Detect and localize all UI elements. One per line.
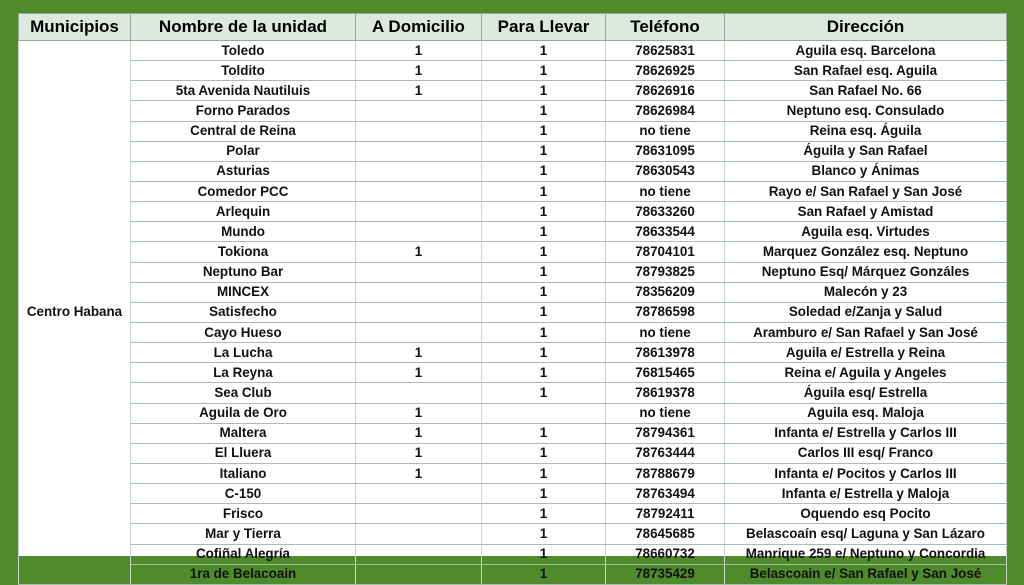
units-table [18, 13, 1007, 585]
llevar-cell: 1 [482, 282, 606, 302]
domicilio-cell [356, 322, 482, 342]
unit-name-cell: Neptuno Bar [131, 262, 356, 282]
llevar-cell: 1 [482, 564, 606, 584]
unit-name-cell: Cofiñal Alegría [131, 544, 356, 564]
unit-name-cell: La Reyna [131, 363, 356, 383]
address-cell: Infanta e/ Estrella y Carlos III [725, 423, 1007, 443]
unit-name-cell: Forno Parados [131, 101, 356, 121]
llevar-cell: 1 [482, 202, 606, 222]
unit-name-cell: Comedor PCC [131, 181, 356, 201]
table-row [19, 101, 1007, 121]
address-cell: Aguila esq. Maloja [725, 403, 1007, 423]
domicilio-cell: 1 [356, 423, 482, 443]
table-row [19, 222, 1007, 242]
unit-name-cell: Satisfecho [131, 302, 356, 322]
phone-cell: no tiene [606, 121, 725, 141]
address-cell: San Rafael No. 66 [725, 81, 1007, 101]
table-row [19, 504, 1007, 524]
address-cell: Reina esq. Águila [725, 121, 1007, 141]
table-row [19, 181, 1007, 201]
phone-cell: 78763444 [606, 443, 725, 463]
domicilio-cell: 1 [356, 242, 482, 262]
phone-cell: 78788679 [606, 463, 725, 483]
llevar-cell: 1 [482, 61, 606, 81]
table-row [19, 202, 1007, 222]
unit-name-cell: Sea Club [131, 383, 356, 403]
phone-cell: 76815465 [606, 363, 725, 383]
phone-cell: 78645685 [606, 524, 725, 544]
phone-cell: no tiene [606, 181, 725, 201]
table-row [19, 322, 1007, 342]
llevar-cell: 1 [482, 463, 606, 483]
llevar-cell: 1 [482, 383, 606, 403]
header-row [19, 14, 1007, 41]
domicilio-cell [356, 222, 482, 242]
unit-name-cell: Tokiona [131, 242, 356, 262]
domicilio-cell [356, 282, 482, 302]
table-row [19, 81, 1007, 101]
llevar-cell: 1 [482, 544, 606, 564]
header-domicilio: A Domicilio [356, 14, 482, 41]
llevar-cell: 1 [482, 504, 606, 524]
phone-cell: 78633544 [606, 222, 725, 242]
llevar-cell: 1 [482, 121, 606, 141]
table-row [19, 443, 1007, 463]
unit-name-cell: Aguila de Oro [131, 403, 356, 423]
header-nombre: Nombre de la unidad [131, 14, 356, 41]
domicilio-cell [356, 383, 482, 403]
address-cell: Infanta e/ Estrella y Maloja [725, 484, 1007, 504]
phone-cell: 78626916 [606, 81, 725, 101]
unit-name-cell: Toledo [131, 41, 356, 61]
unit-name-cell: Cayo Hueso [131, 322, 356, 342]
unit-name-cell: MINCEX [131, 282, 356, 302]
table-body [19, 41, 1007, 585]
phone-cell: 78763494 [606, 484, 725, 504]
llevar-cell: 1 [482, 443, 606, 463]
address-cell: Neptuno esq. Consulado [725, 101, 1007, 121]
llevar-cell: 1 [482, 524, 606, 544]
address-cell: Rayo e/ San Rafael y San José [725, 181, 1007, 201]
phone-cell: 78792411 [606, 504, 725, 524]
domicilio-cell: 1 [356, 343, 482, 363]
phone-cell: 78786598 [606, 302, 725, 322]
table-row [19, 423, 1007, 443]
domicilio-cell [356, 161, 482, 181]
unit-name-cell: Mar y Tierra [131, 524, 356, 544]
domicilio-cell: 1 [356, 81, 482, 101]
domicilio-cell [356, 484, 482, 504]
table-row [19, 463, 1007, 483]
unit-name-cell: La Lucha [131, 343, 356, 363]
address-cell: Soledad e/Zanja y Salud [725, 302, 1007, 322]
address-cell: Infanta e/ Pocitos y Carlos III [725, 463, 1007, 483]
table-row [19, 343, 1007, 363]
llevar-cell: 1 [482, 322, 606, 342]
unit-name-cell: Arlequin [131, 202, 356, 222]
llevar-cell: 1 [482, 81, 606, 101]
phone-cell: 78660732 [606, 544, 725, 564]
phone-cell: 78793825 [606, 262, 725, 282]
table-row [19, 141, 1007, 161]
table-frame [18, 13, 1006, 582]
table-row [19, 302, 1007, 322]
phone-cell: 78631095 [606, 141, 725, 161]
table-row [19, 161, 1007, 181]
unit-name-cell: Central de Reina [131, 121, 356, 141]
llevar-cell: 1 [482, 181, 606, 201]
unit-name-cell: Italiano [131, 463, 356, 483]
unit-name-cell: Mundo [131, 222, 356, 242]
llevar-cell: 1 [482, 242, 606, 262]
unit-name-cell: Polar [131, 141, 356, 161]
table-row [19, 564, 1007, 584]
header-municipios: Municipios [19, 14, 131, 41]
phone-cell: no tiene [606, 322, 725, 342]
address-cell: Águila esq/ Estrella [725, 383, 1007, 403]
domicilio-cell [356, 302, 482, 322]
unit-name-cell: Frisco [131, 504, 356, 524]
address-cell: San Rafael esq. Aguila [725, 61, 1007, 81]
table-row [19, 524, 1007, 544]
table-row [19, 484, 1007, 504]
unit-name-cell: El Lluera [131, 443, 356, 463]
phone-cell: 78704101 [606, 242, 725, 262]
header-telefono: Teléfono [606, 14, 725, 41]
address-cell: Águila y San Rafael [725, 141, 1007, 161]
address-cell: Reina e/ Aguila y Angeles [725, 363, 1007, 383]
table-row [19, 262, 1007, 282]
address-cell: Blanco y Ánimas [725, 161, 1007, 181]
address-cell: Aguila e/ Estrella y Reina [725, 343, 1007, 363]
table-row [19, 121, 1007, 141]
phone-cell: 78794361 [606, 423, 725, 443]
llevar-cell: 1 [482, 423, 606, 443]
domicilio-cell [356, 202, 482, 222]
llevar-cell: 1 [482, 41, 606, 61]
unit-name-cell: Toldito [131, 61, 356, 81]
llevar-cell: 1 [482, 343, 606, 363]
llevar-cell: 1 [482, 141, 606, 161]
header-direccion: Dirección [725, 14, 1007, 41]
header-llevar: Para Llevar [482, 14, 606, 41]
address-cell: San Rafael y Amistad [725, 202, 1007, 222]
domicilio-cell [356, 524, 482, 544]
domicilio-cell: 1 [356, 61, 482, 81]
domicilio-cell: 1 [356, 463, 482, 483]
phone-cell: 78625831 [606, 41, 725, 61]
table-row [19, 544, 1007, 564]
llevar-cell: 1 [482, 302, 606, 322]
llevar-cell: 1 [482, 161, 606, 181]
phone-cell: 78613978 [606, 343, 725, 363]
address-cell: Aguila esq. Barcelona [725, 41, 1007, 61]
table-row [19, 383, 1007, 403]
phone-cell: no tiene [606, 403, 725, 423]
table-row [19, 363, 1007, 383]
phone-cell: 78630543 [606, 161, 725, 181]
phone-cell: 78735429 [606, 564, 725, 584]
address-cell: Belascoain e/ San Rafael y San José [725, 564, 1007, 584]
domicilio-cell [356, 181, 482, 201]
phone-cell: 78356209 [606, 282, 725, 302]
llevar-cell: 1 [482, 262, 606, 282]
llevar-cell: 1 [482, 484, 606, 504]
llevar-cell [482, 403, 606, 423]
unit-name-cell: Asturias [131, 161, 356, 181]
domicilio-cell [356, 544, 482, 564]
phone-cell: 78626925 [606, 61, 725, 81]
llevar-cell: 1 [482, 222, 606, 242]
llevar-cell: 1 [482, 363, 606, 383]
domicilio-cell: 1 [356, 41, 482, 61]
address-cell: Malecón y 23 [725, 282, 1007, 302]
address-cell: Belascoaín esq/ Laguna y San Lázaro [725, 524, 1007, 544]
unit-name-cell: C-150 [131, 484, 356, 504]
domicilio-cell [356, 564, 482, 584]
address-cell: Neptuno Esq/ Márquez Gonzáles [725, 262, 1007, 282]
domicilio-cell [356, 121, 482, 141]
table-row [19, 61, 1007, 81]
domicilio-cell: 1 [356, 363, 482, 383]
domicilio-cell: 1 [356, 443, 482, 463]
table-row [19, 403, 1007, 423]
domicilio-cell [356, 101, 482, 121]
unit-name-cell: 5ta Avenida Nautiluis [131, 81, 356, 101]
llevar-cell: 1 [482, 101, 606, 121]
unit-name-cell: 1ra de Belacoain [131, 564, 356, 584]
phone-cell: 78619378 [606, 383, 725, 403]
table-row [19, 282, 1007, 302]
municipio-cell: Centro Habana [19, 41, 131, 585]
unit-name-cell: Maltera [131, 423, 356, 443]
address-cell: Carlos III esq/ Franco [725, 443, 1007, 463]
domicilio-cell [356, 141, 482, 161]
domicilio-cell [356, 262, 482, 282]
table-row [19, 242, 1007, 262]
address-cell: Aramburo e/ San Rafael y San José [725, 322, 1007, 342]
address-cell: Marquez González esq. Neptuno [725, 242, 1007, 262]
address-cell: Aguila esq. Virtudes [725, 222, 1007, 242]
address-cell: Oquendo esq Pocito [725, 504, 1007, 524]
table-row [19, 41, 1007, 61]
phone-cell: 78626984 [606, 101, 725, 121]
domicilio-cell [356, 504, 482, 524]
address-cell: Manrique 259 e/ Neptuno y Concordia [725, 544, 1007, 564]
domicilio-cell: 1 [356, 403, 482, 423]
phone-cell: 78633260 [606, 202, 725, 222]
